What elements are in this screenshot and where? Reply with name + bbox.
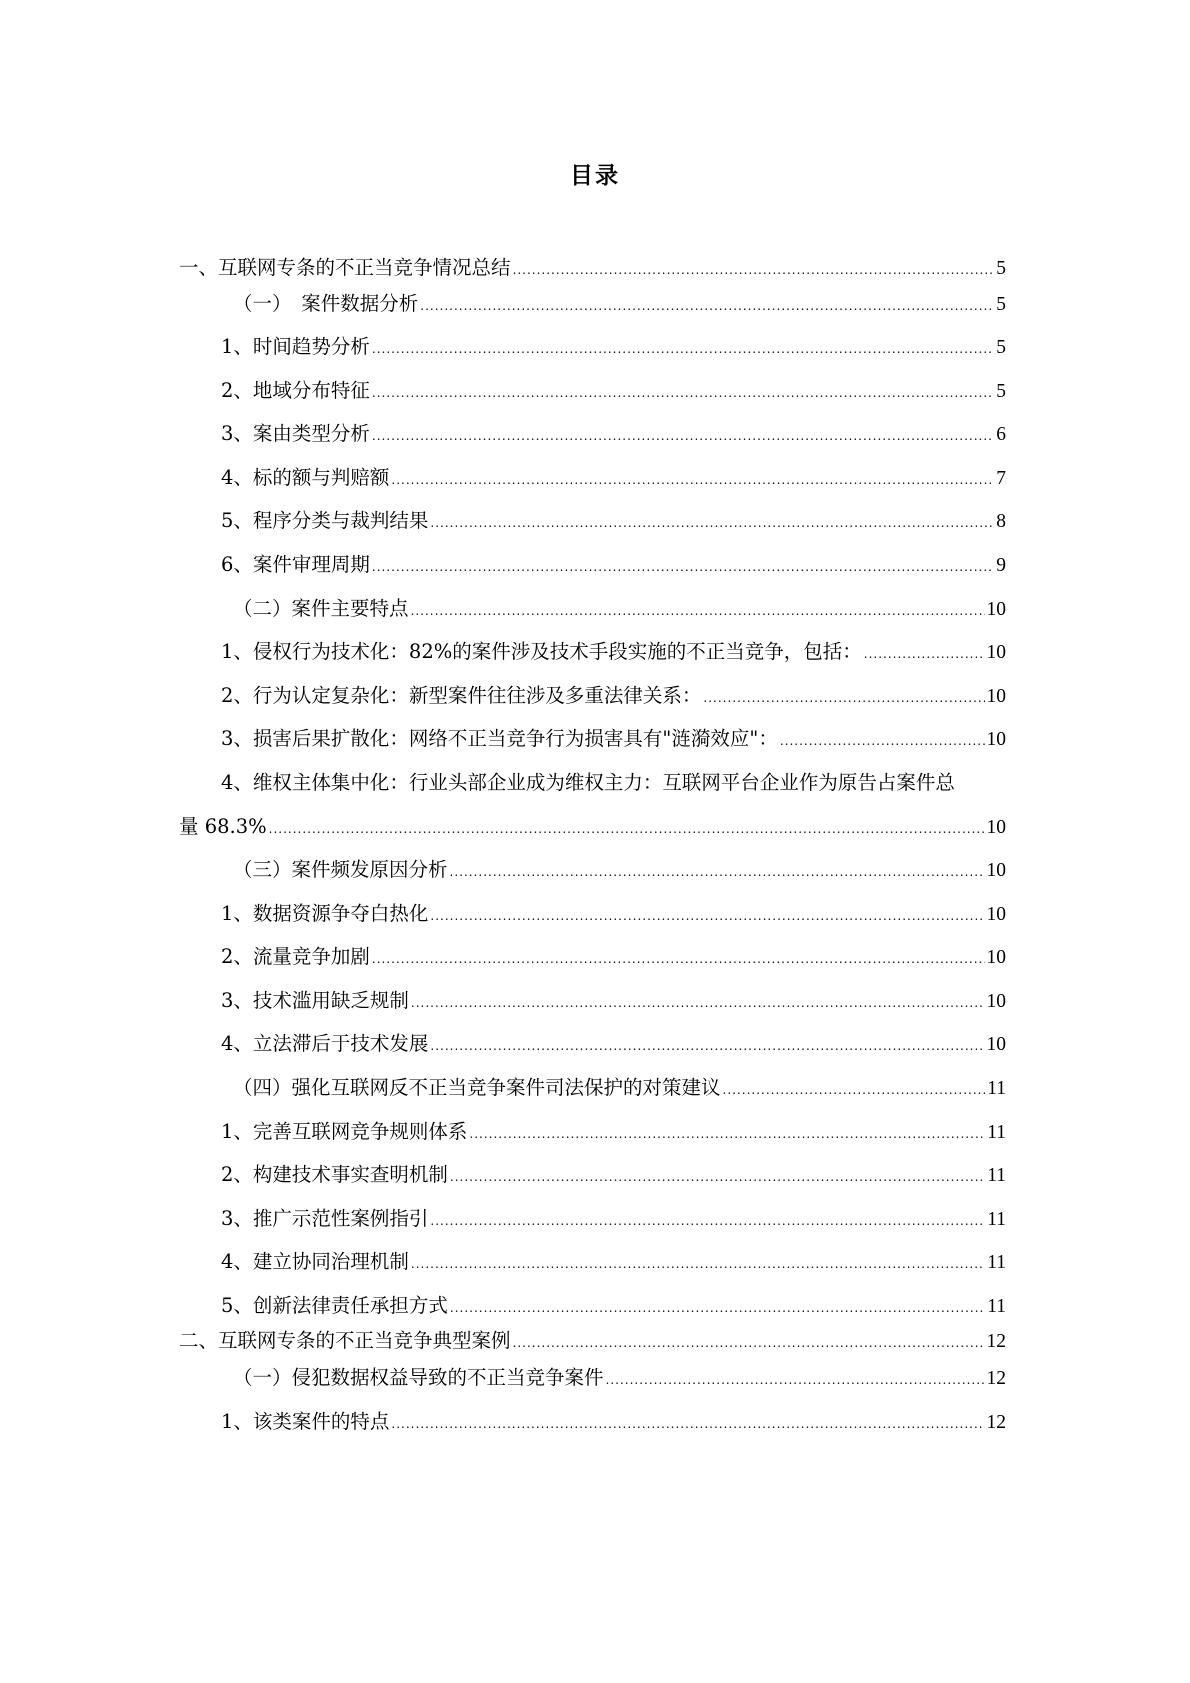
toc-page-number: 5	[996, 258, 1006, 279]
toc-entry-level3-line1[interactable]	[221, 770, 1006, 796]
dot-leader	[703, 685, 984, 711]
toc-entry-level2[interactable]	[233, 1365, 1006, 1393]
dot-leader	[513, 1330, 985, 1356]
toc-entry-label: （四）强化互联网反不正当竞争案件司法保护的对策建议	[233, 1076, 721, 1099]
toc-entry-level3[interactable]	[221, 988, 1006, 1016]
toc-entry-level2[interactable]	[233, 596, 1006, 624]
dot-leader	[469, 1121, 985, 1147]
toc-page-number: 5	[996, 381, 1006, 402]
toc-entry-label: 2、流量竞争加剧	[221, 945, 370, 968]
dot-leader	[391, 1411, 984, 1437]
toc-entry-level3[interactable]	[221, 334, 1006, 362]
toc-page-number: 11	[987, 1122, 1006, 1143]
toc-entry-label: 2、构建技术事实查明机制	[221, 1163, 448, 1186]
toc-entry-label: 二、互联网专条的不正当竞争典型案例	[179, 1329, 511, 1352]
dot-leader	[372, 423, 994, 449]
toc-entry-level3[interactable]	[221, 1409, 1006, 1437]
toc-entry-level2[interactable]	[233, 1075, 1006, 1103]
toc-entry-label: 5、创新法律责任承担方式	[221, 1294, 448, 1317]
toc-entry-label: 3、技术滥用缺乏规制	[221, 989, 409, 1012]
toc-page-number: 11	[987, 1252, 1006, 1273]
dot-leader	[372, 380, 994, 406]
toc-page-number: 5	[996, 294, 1006, 315]
dot-leader	[411, 1251, 985, 1277]
toc-entry-level3[interactable]	[221, 901, 1006, 929]
toc-page-number: 12	[986, 1412, 1006, 1433]
dot-leader	[723, 1077, 986, 1103]
toc-entry-label: 5、程序分类与裁判结果	[221, 509, 429, 532]
toc-entry-level3[interactable]	[221, 552, 1006, 580]
toc-entry-label: 6、案件审理周期	[221, 553, 370, 576]
dot-leader	[450, 859, 985, 885]
toc-entry-level1[interactable]	[179, 255, 1006, 283]
toc-entry-level2[interactable]	[233, 857, 1006, 885]
dot-leader	[864, 641, 985, 667]
dot-leader	[513, 257, 995, 283]
dot-leader	[430, 903, 984, 929]
toc-entry-level3[interactable]	[221, 683, 1006, 711]
toc-page-number: 11	[987, 1296, 1006, 1317]
toc-entry-level3[interactable]	[221, 508, 1006, 536]
toc-page-number: 11	[987, 1165, 1006, 1186]
toc-entry-label: 4、标的额与判赔额	[221, 466, 390, 489]
toc-page-number: 8	[996, 511, 1006, 532]
toc-entry-label: 1、时间趋势分析	[221, 335, 370, 358]
dot-leader	[780, 728, 985, 754]
toc-page-number: 10	[986, 729, 1006, 750]
toc-entry-level3[interactable]	[221, 1162, 1006, 1190]
toc-entry-label: （一）侵犯数据权益导致的不正当竞争案件	[233, 1366, 604, 1389]
toc-entry-label: 4、建立协同治理机制	[221, 1250, 409, 1273]
toc-page-number: 10	[986, 1034, 1006, 1055]
toc-page-number: 10	[986, 642, 1006, 663]
toc-entry-level3[interactable]	[221, 944, 1006, 972]
dot-leader	[606, 1367, 985, 1393]
dot-leader	[411, 598, 985, 624]
toc-entry-level3[interactable]	[221, 1206, 1006, 1234]
dot-leader	[450, 1295, 985, 1321]
dot-leader	[372, 336, 994, 362]
toc-page-number: 9	[996, 555, 1006, 576]
toc-entry-label: 1、侵权行为技术化：82%的案件涉及技术手段实施的不正当竞争，包括：	[221, 640, 862, 663]
toc-entry-label: 一、互联网专条的不正当竞争情况总结	[179, 256, 511, 279]
toc-entry-level3[interactable]	[221, 639, 1006, 667]
toc-page-number: 11	[987, 1209, 1006, 1230]
toc-entry-level3[interactable]	[221, 378, 1006, 406]
toc-entry-level3[interactable]	[221, 465, 1006, 493]
toc-entry-level3-continuation[interactable]	[179, 814, 1006, 842]
toc-entry-label-continuation: 量 68.3%	[179, 815, 267, 838]
toc-entry-level3[interactable]	[221, 1249, 1006, 1277]
dot-leader	[372, 554, 994, 580]
toc-entry-label: 3、推广示范性案例指引	[221, 1207, 429, 1230]
toc-page-number: 10	[986, 991, 1006, 1012]
toc-entry-label: 3、损害后果扩散化：网络不正当竞争行为损害具有"涟漪效应"：	[221, 727, 778, 750]
toc-entry-label: 4、立法滞后于技术发展	[221, 1032, 429, 1055]
toc-entry-label: 3、案由类型分析	[221, 422, 370, 445]
toc-page-number: 7	[996, 468, 1006, 489]
toc-page-number: 6	[996, 424, 1006, 445]
dot-leader	[391, 467, 994, 493]
toc-entry-label: （三）案件频发原因分析	[233, 858, 448, 881]
toc-page-number: 10	[986, 686, 1006, 707]
toc-entry-label: （一） 案件数据分析	[233, 292, 419, 315]
dot-leader	[430, 1033, 984, 1059]
toc-page-number: 10	[986, 817, 1006, 838]
toc-page-number: 12	[986, 1368, 1006, 1389]
toc-entry-level3[interactable]	[221, 421, 1006, 449]
toc-entry-level3[interactable]	[221, 1293, 1006, 1321]
dot-leader	[450, 1164, 985, 1190]
toc-page-number: 10	[986, 860, 1006, 881]
toc-page-number: 10	[986, 599, 1006, 620]
toc-entry-level3[interactable]	[221, 726, 1006, 754]
toc-page-number: 10	[986, 904, 1006, 925]
dot-leader	[411, 990, 985, 1016]
toc-title: 目录	[570, 162, 620, 189]
toc-entry-label: 2、地域分布特征	[221, 379, 370, 402]
dot-leader	[430, 1208, 985, 1234]
toc-entry-label: （二）案件主要特点	[233, 597, 409, 620]
toc-page-number: 12	[986, 1331, 1006, 1352]
toc-page-number: 5	[996, 337, 1006, 358]
dot-leader	[420, 293, 994, 319]
toc-entry-label: 2、行为认定复杂化：新型案件往往涉及多重法律关系：	[221, 684, 702, 707]
toc-entry-level2[interactable]	[233, 291, 1006, 319]
toc-entry-label: 1、该类案件的特点	[221, 1410, 390, 1433]
dot-leader	[372, 946, 985, 972]
toc-entry-label: 1、完善互联网竞争规则体系	[221, 1120, 468, 1143]
toc-entry-level3[interactable]	[221, 1031, 1006, 1059]
toc-page-number: 11	[987, 1078, 1006, 1099]
dot-leader	[430, 510, 994, 536]
dot-leader	[269, 816, 985, 842]
toc-entry-level1[interactable]	[179, 1328, 1006, 1356]
toc-entry-label: 4、维权主体集中化：行业头部企业成为维权主力：互联网平台企业作为原告占案件总	[221, 771, 955, 794]
toc-entry-level3[interactable]	[221, 1119, 1006, 1147]
toc-page-number: 10	[986, 947, 1006, 968]
toc-entry-label: 1、数据资源争夺白热化	[221, 902, 429, 925]
